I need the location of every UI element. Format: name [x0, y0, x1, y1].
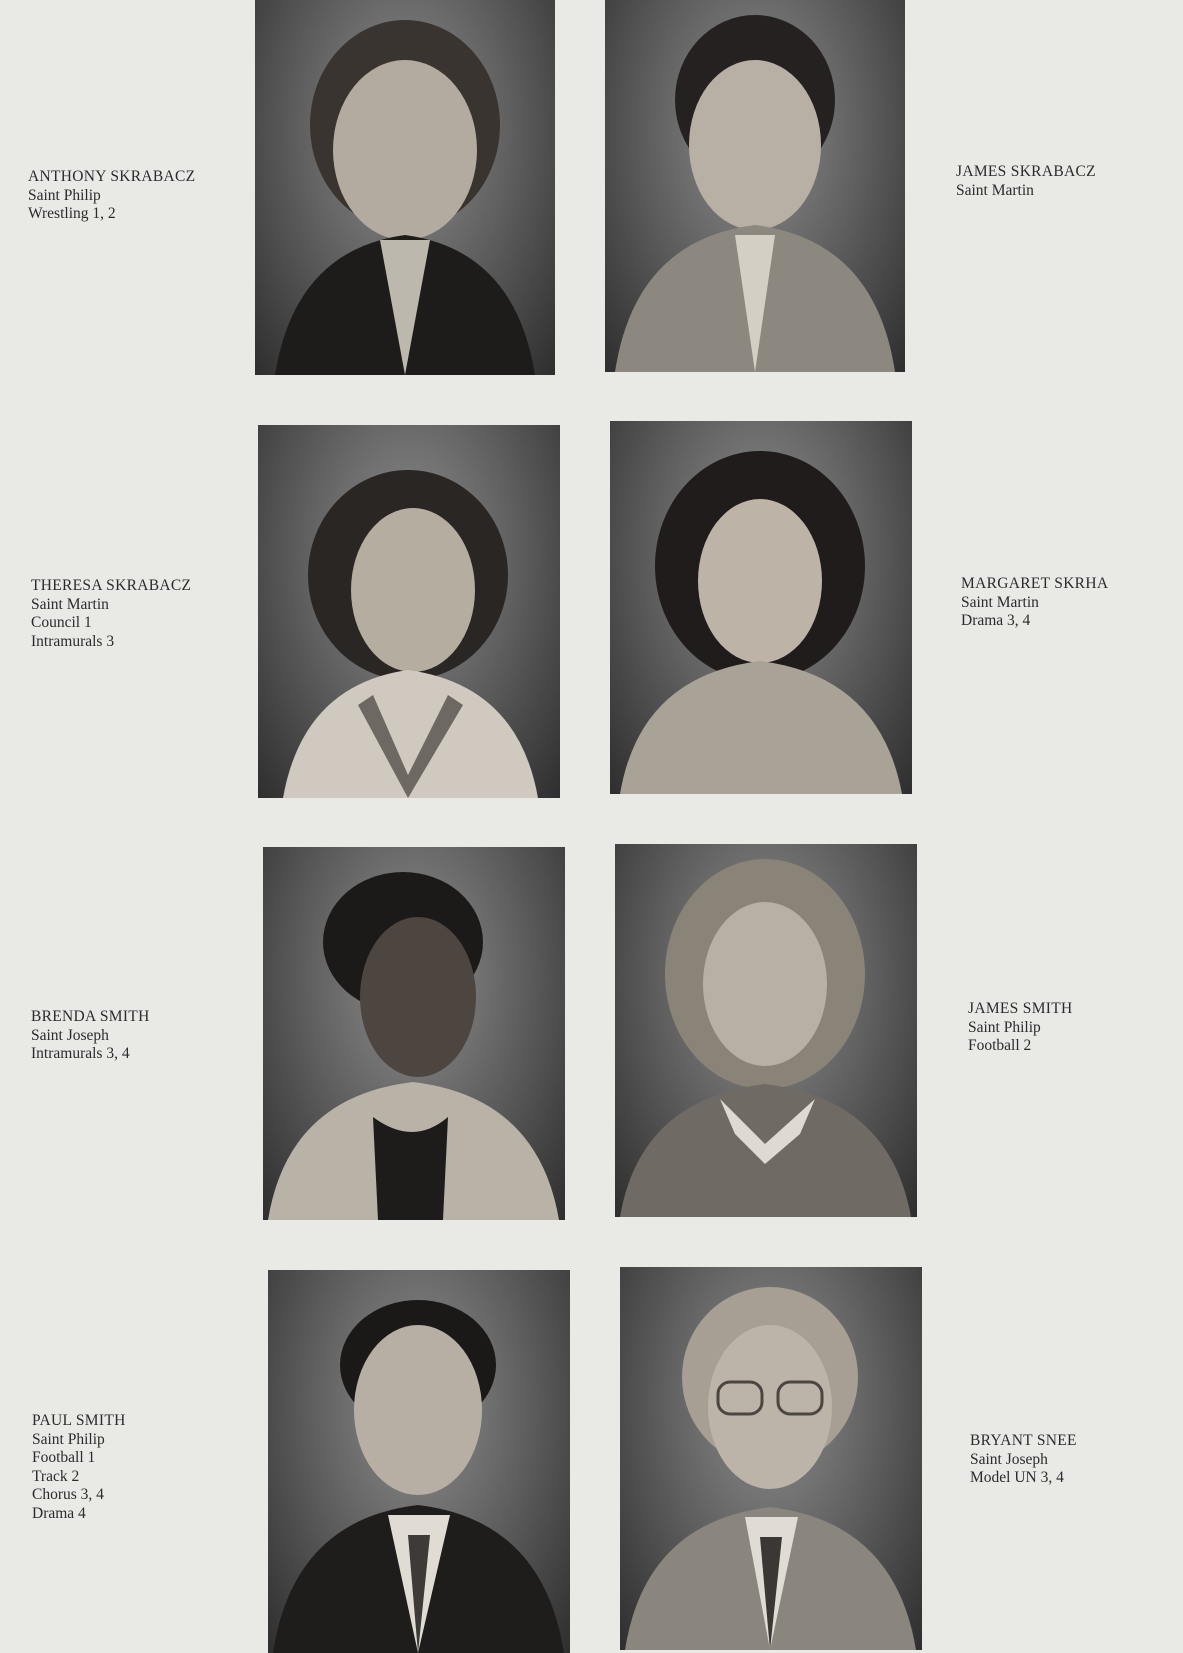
student-name: ANTHONY SKRABACZ	[28, 168, 196, 185]
caption-james-skrabacz	[956, 163, 1096, 200]
portrait-photo-james-skrabacz	[605, 0, 905, 372]
student-name: BRYANT SNEE	[970, 1432, 1077, 1449]
portrait-photo-theresa-skrabacz	[258, 425, 560, 798]
portrait-figure	[615, 844, 917, 1217]
student-detail: Intramurals 3	[31, 632, 115, 650]
portrait-figure	[620, 1267, 922, 1650]
student-detail: Drama 3, 4	[961, 612, 1031, 629]
student-detail: Model UN 3, 4	[970, 1469, 1064, 1486]
student-detail: Football 1	[32, 1449, 96, 1466]
student-name: JAMES SKRABACZ	[956, 163, 1096, 180]
student-name: BRENDA SMITH	[31, 1008, 150, 1025]
portrait-photo-bryant-snee	[620, 1267, 922, 1650]
student-detail: Intramurals 3, 4	[31, 1045, 130, 1062]
portrait-figure	[263, 847, 565, 1220]
portrait-photo-brenda-smith	[263, 847, 565, 1220]
student-detail: Saint Philip	[968, 1018, 1041, 1036]
student-detail: Saint Joseph	[970, 1450, 1048, 1468]
portrait-photo-james-smith	[615, 844, 917, 1217]
student-name: MARGARET SKRHA	[961, 575, 1109, 592]
portrait-photo-paul-smith	[268, 1270, 570, 1653]
student-detail: Drama 4	[32, 1504, 86, 1522]
caption-brenda-smith	[31, 1008, 150, 1064]
student-detail: Chorus 3, 4	[32, 1486, 104, 1503]
caption-paul-smith	[32, 1412, 126, 1523]
portrait-figure	[258, 425, 560, 798]
portrait-photo-anthony-skrabacz	[255, 0, 555, 375]
caption-theresa-skrabacz	[31, 577, 191, 651]
student-name: PAUL SMITH	[32, 1412, 126, 1429]
student-name: JAMES SMITH	[968, 1000, 1073, 1017]
student-detail: Saint Joseph	[31, 1026, 109, 1044]
student-detail: Saint Martin	[956, 181, 1034, 199]
student-detail: Saint Philip	[32, 1430, 105, 1448]
student-detail: Wrestling 1, 2	[28, 205, 116, 222]
student-detail: Saint Philip	[28, 186, 101, 204]
portrait-photo-margaret-skrha	[610, 421, 912, 794]
caption-bryant-snee	[970, 1432, 1077, 1488]
student-detail: Football 2	[968, 1037, 1032, 1054]
caption-margaret-skrha	[961, 575, 1108, 631]
student-detail: Council 1	[31, 614, 92, 631]
portrait-figure	[610, 421, 912, 794]
caption-anthony-skrabacz	[28, 168, 195, 224]
student-name: THERESA SKRABACZ	[31, 577, 192, 594]
caption-james-smith	[968, 1000, 1073, 1056]
portrait-figure	[255, 0, 555, 375]
portrait-figure	[268, 1270, 570, 1653]
student-detail: Track 2	[32, 1467, 80, 1485]
portrait-figure	[605, 0, 905, 372]
student-detail: Saint Martin	[961, 593, 1039, 611]
student-detail: Saint Martin	[31, 595, 109, 613]
